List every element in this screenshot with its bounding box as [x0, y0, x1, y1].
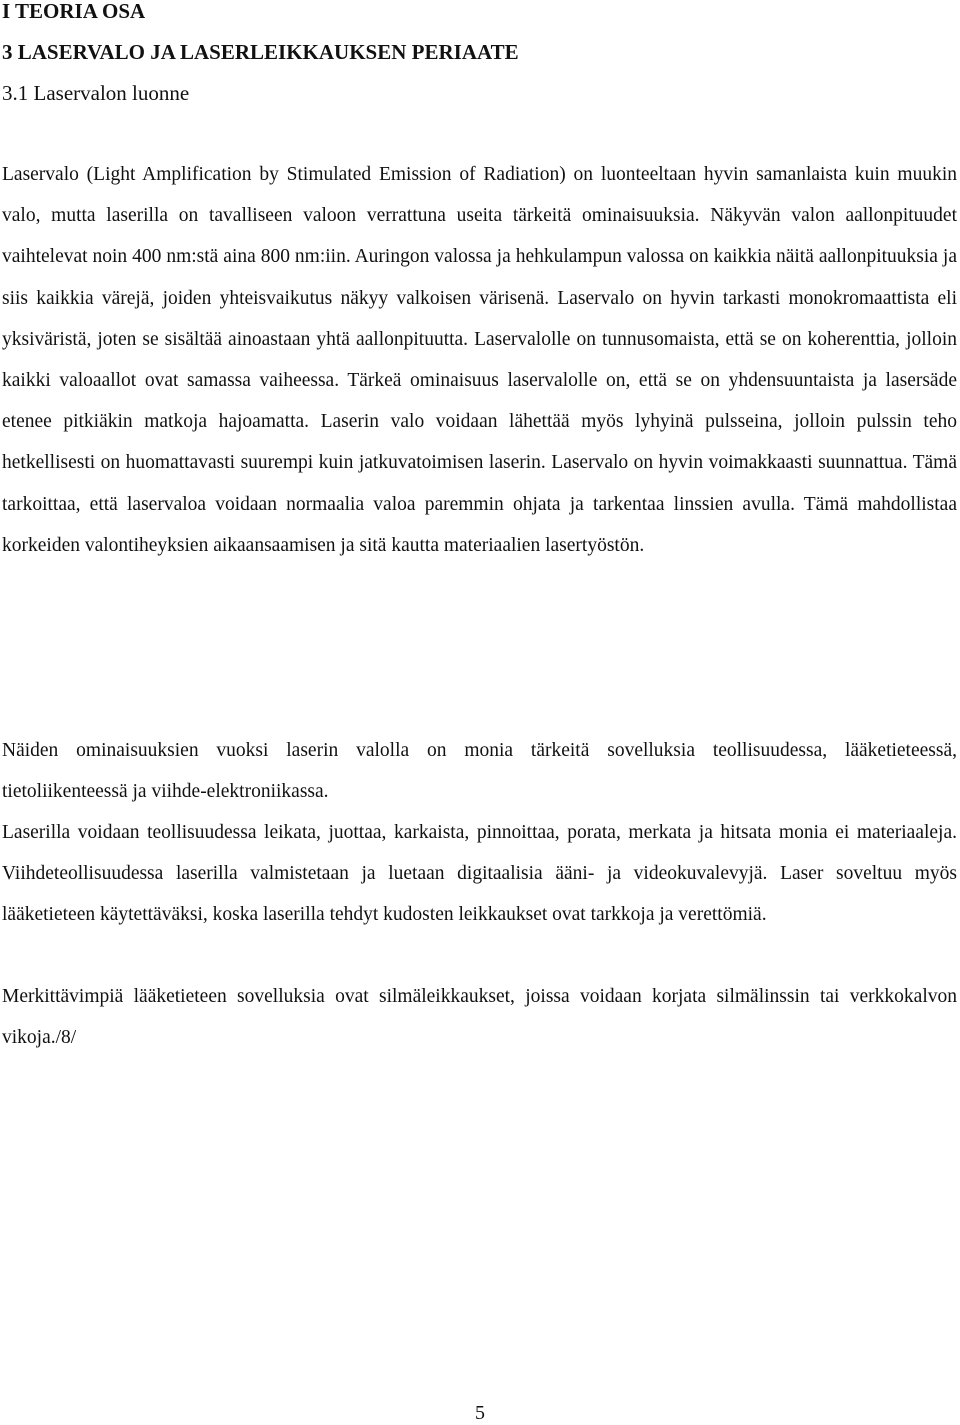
page-number: 5: [475, 1402, 485, 1424]
paragraph-laser-properties: Laservalo (Light Amplification by Stimulated Emission of Radiation) on luonteeltaan hyvin samanlaista kuin muukin valo, mutta laserilla on tavalliseen valoon verrattuna useita tärkeitä ominaisuuksia. Näkyvän valon aallonpituudet vaihtelevat noin 400 nm:stä aina 800 nm:iin. Auringon valossa ja hehkulampun valossa on kaikkia näitä aallonpituuksia ja siis kaikkia värejä, joiden yhteisvaikutus näkyy valkoisen värisenä. Laservalo on hyvin tarkasti monokromaattista eli yksiväristä, joten se sisältää ainoastaan yhtä aallonpituutta. Laservalolle on tunnusomaista, että se on koherenttia, jolloin kaikki valoaallot ovat samassa vaiheessa. Tärkeä ominaisuus laservalolle on, että se on yhdensuuntaista ja lasersäde etenee pitkiäkin matkoja hajoamatta. Laserin valo voidaan lähettää myös lyhyinä pulsseina, jolloin pulssin teho hetkellisesti on huomattavasti suurempi kuin jatkuvatoimisen laserin. Laservalo on hyvin voimakkaasti suunnattua. Tämä tarkoittaa, että laservaloa voidaan normaalia valoa paremmin ohjata ja tarkentaa linssien avulla. Tämä mahdollistaa korkeiden valontiheyksien aikaansaamisen ja sitä kautta materiaalien lasertyöstön.: [2, 164, 957, 556]
paragraph-industry-uses: Laserilla voidaan teollisuudessa leikata, juottaa, karkaista, pinnoittaa, porata, merkata ja hitsata monia ei materiaaleja. Viihdeteollisuudessa laserilla valmistetaan ja luetaan digitaalisia ääni- ja videokuvalevyjä. Laser soveltuu myös lääketieteen käytettäväksi, koska laserilla tehdyt kudosten leikkaukset ovat tarkkoja ja verettömiä.: [2, 822, 957, 926]
paragraph-applications-intro: Näiden ominaisuuksien vuoksi laserin valolla on monia tärkeitä sovelluksia teollisuudessa, lääketieteessä, tietoliikenteessä ja viihde-elektroniikassa.: [2, 740, 957, 803]
paragraph-medical-uses: Merkittävimpiä lääketieteen sovelluksia ovat silmäleikkaukset, joissa voidaan korjata silmälinssin tai verkkokalvon vikoja./8/: [2, 986, 957, 1049]
chapter-heading: 3 LASERVALO JA LASERLEIKKAUKSEN PERIAATE: [2, 40, 519, 64]
section-heading: 3.1 Laservalon luonne: [2, 81, 190, 105]
part-heading: I TEORIA OSA: [2, 0, 146, 23]
